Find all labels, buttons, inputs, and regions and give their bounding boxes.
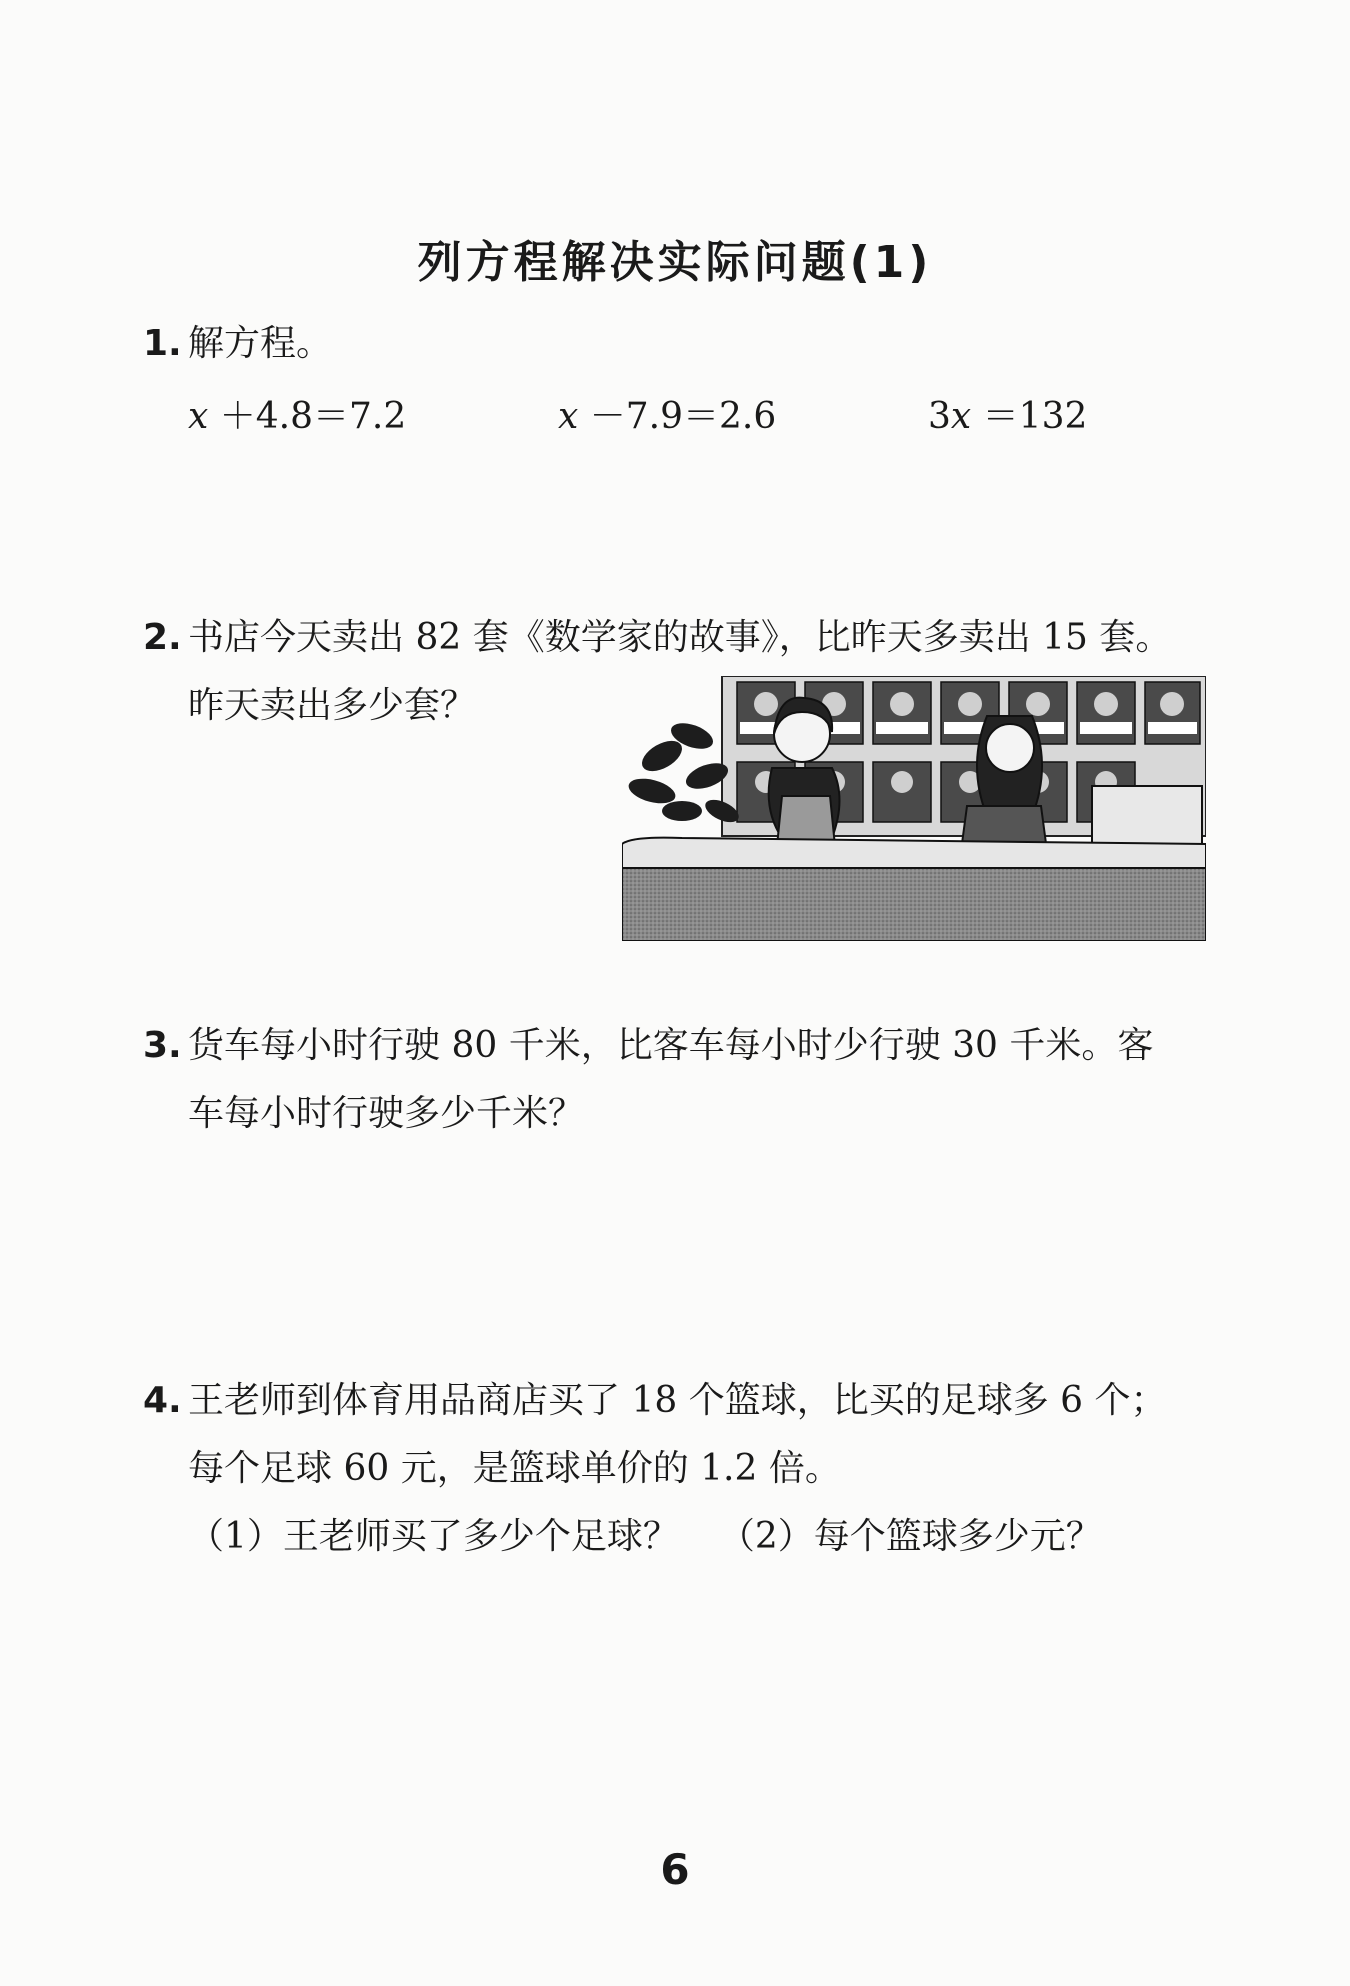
question-3 <box>143 1012 1153 1148</box>
question-1 <box>143 310 332 378</box>
question-text-line2: 车每小时行驶多少千米？ <box>188 1093 585 1134</box>
question-4 <box>143 1367 1167 1571</box>
question-text-line1: 王老师到体育用品商店买了 18 个篮球，比买的足球多 6 个； <box>188 1380 1167 1421</box>
question-text-line1: 书店今天卖出 82 套《数学家的故事》，比昨天多卖出 15 套。 <box>188 617 1172 658</box>
equation-2: x －7.9＝2.6 <box>558 396 777 437</box>
question-number: 2. <box>143 617 182 658</box>
question-number: 1. <box>143 323 182 364</box>
question-text: 解方程。 <box>188 323 333 364</box>
question-number: 3. <box>143 1025 182 1066</box>
sub-question-1: （1）王老师买了多少个足球？ <box>188 1516 679 1557</box>
equation-1: x ＋4.8＝7.2 <box>188 396 407 437</box>
bookstore-illustration-icon <box>622 676 1206 941</box>
page-number: 6 <box>660 1845 690 1894</box>
question-text-line2: 每个足球 60 元，是篮球单价的 1.2 倍。 <box>188 1448 841 1489</box>
page-title: 列方程解决实际问题(1) <box>417 237 933 288</box>
question-text-line1: 货车每小时行驶 80 千米，比客车每小时少行驶 30 千米。客 <box>188 1025 1154 1066</box>
sub-question-2: （2）每个篮球多少元？ <box>718 1516 1102 1557</box>
sub-questions <box>143 1503 1167 1571</box>
question-text-line2: 昨天卖出多少套？ <box>188 685 477 726</box>
question-number: 4. <box>143 1380 182 1421</box>
equation-3: 3x ＝132 <box>928 396 1088 437</box>
